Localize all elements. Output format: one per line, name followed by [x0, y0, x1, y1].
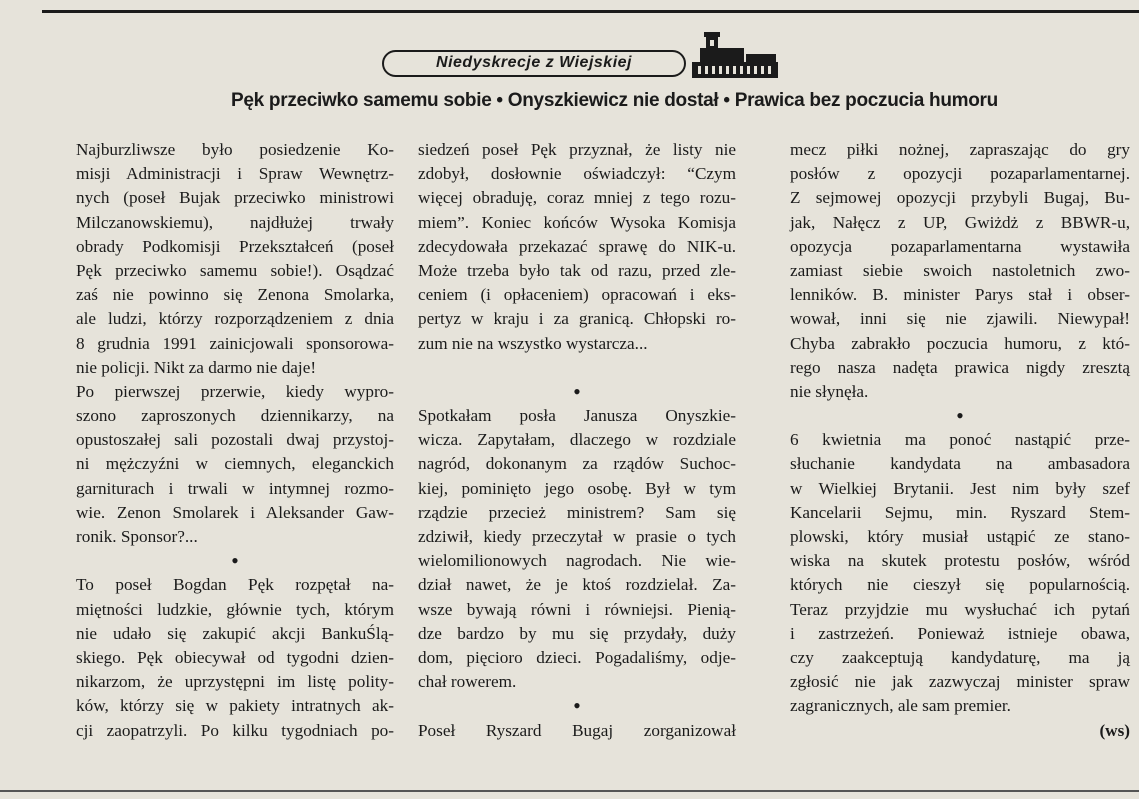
text-line: nagród, dokonanym za rządów Suchoc-: [418, 454, 736, 474]
text-line: posłów z opozycji pozaparlamentarnej.: [790, 164, 1130, 184]
section-bullet: •: [956, 403, 964, 429]
text-line: miem”. Koniec końców Wysoka Komisja: [418, 212, 736, 232]
text-line: [418, 356, 736, 380]
text-line: 8 grudnia 1991 zainicjowali sponsorowa-: [76, 333, 394, 353]
text-line: wsze bywają równi i równiejsi. Pienią-: [418, 599, 736, 619]
text-line: nikarzom, że uprzystępni im listę polity-: [76, 672, 394, 692]
text-line: opustoszałej sali pozostali dwaj przystoj-: [76, 430, 394, 450]
section-bullet: •: [573, 693, 581, 719]
text-line: ni mężczyźni w ciemnych, eleganckich: [76, 454, 394, 474]
text-line: zamiast siebie swoich nastoletnich zwo-: [790, 260, 1130, 280]
column-2: [418, 138, 736, 743]
text-line: plowski, który musiał ustąpić ze stano-: [790, 527, 1130, 546]
text-line: zdecydowała przekazać sprawę do NIK-u.: [418, 236, 736, 256]
text-line: misji Administracji i Spraw Wewnętrz-: [76, 164, 394, 184]
text-line: dze bardzo by mu się przydały, duży: [418, 623, 736, 643]
text-line: nie udało się zakupić akcji BankuŚlą-: [76, 623, 394, 643]
rubric-title: Niedyskrecje z Wiejskiej: [436, 54, 632, 71]
text-line: nie słynęła.: [790, 381, 869, 401]
text-line: obrady Podkomisji Przekształceń (poseł: [76, 236, 394, 256]
text-line: czy zaakceptują kandydaturę, ma ją: [790, 647, 1130, 667]
text-line: wował, inni się nie zjawili. Niewypał!: [790, 309, 1130, 329]
text-line: rego nasza nadęta prawica nigdy zresztą: [790, 357, 1130, 377]
text-line: zum nie na wszystko wystarcza...: [418, 333, 648, 353]
text-line: rządzie przecież ministrem? Sam się: [418, 502, 736, 522]
section-bullet: •: [573, 378, 581, 404]
bottom-rule: [0, 790, 1139, 792]
text-line: Może trzeba było tak od razu, przed zle-: [418, 260, 736, 280]
text-line: zgłosić nie jak zazwyczaj minister spraw: [790, 672, 1130, 692]
text-line: nie policji. Nikt za darmo nie daje!: [76, 357, 317, 377]
column-3: [790, 138, 1130, 743]
text-line: 6 kwietnia ma ponoć nastąpić prze-: [790, 430, 1130, 450]
text-line: ale ludzi, którzy rozporządzeniem z dnia: [76, 309, 394, 329]
text-line: garniturach i trwali w intymnej rozmo-: [76, 478, 394, 498]
text-line: Teraz przyjdzie mu wysłuchać ich pytań: [790, 599, 1130, 619]
text-line: wie. Zenon Smolarek i Aleksander Gaw-: [76, 502, 394, 522]
text-line: których nie cieszył się popularnością.: [790, 575, 1130, 595]
text-line: ronik. Sponsor?...: [76, 527, 198, 546]
text-line: mecz piłki nożnej, zapraszając do gry: [790, 140, 1130, 159]
text-line: chał rowerem.: [418, 672, 517, 692]
text-line: dom, pięcioro dzieci. Pogadaliśmy, odje-: [418, 647, 736, 667]
text-line: Spotkałam posła Janusza Onyszkie-: [418, 406, 736, 426]
text-line: To poseł Bogdan Pęk rozpętał na-: [76, 575, 394, 595]
section-bullet: •: [231, 548, 239, 574]
text-line: Milczanowskiemu), najdłużej trwały: [76, 212, 394, 232]
text-line: nych (poseł Bujak przeciwko ministrowi: [76, 188, 394, 208]
text-line: Poseł Ryszard Bugaj zorganizował: [418, 720, 736, 740]
text-line: i zastrzeżeń. Ponieważ istnieje obawa,: [790, 623, 1130, 643]
text-line: więcej obraduję, coraz mniej z tego rozu-: [418, 188, 736, 208]
text-line: ceniem (i opłaceniem) opracowań i eks-: [418, 285, 736, 305]
text-line: miętności ludzkie, głównie tych, którym: [76, 599, 394, 619]
text-line: Pęk przeciwko samemu sobie!). Osądzać: [76, 260, 394, 280]
headline: Pęk przeciwko samemu sobie • Onyszkiewicz nie dostał • Prawica bez poczucia humoru: [231, 90, 998, 111]
text-line: szono zaproszonych dziennikarzy, na: [76, 406, 394, 426]
text-line: lenników. B. minister Parys stał i obser-: [790, 285, 1130, 305]
text-line: wiska na skutek protestu posłów, wśród: [790, 551, 1130, 571]
top-rule: [42, 10, 1139, 13]
text-line: jak, Nałęcz z UP, Gwiżdż z BBWR-u,: [790, 212, 1130, 232]
text-line: skiego. Pęk obiecywał od tygodni dzien-: [76, 647, 394, 667]
text-line: w Wielkiej Brytanii. Jest nim były szef: [790, 478, 1130, 498]
text-line: Najburzliwsze było posiedzenie Ko-: [76, 140, 394, 159]
text-line: zdobył, dosłownie oświadczył: “Czym: [418, 164, 736, 184]
text-line: Po pierwszej przerwie, kiedy wypro-: [76, 381, 394, 401]
text-line: słuchanie kandydata na ambasadora: [790, 454, 1130, 474]
text-line: ków, którzy się w pakiety intratnych ak-: [76, 696, 394, 716]
author-signature: (ws): [1099, 720, 1130, 740]
column-1: [76, 138, 394, 743]
text-line: opozycja pozaparlamentarna wystawiła: [790, 236, 1130, 256]
text-line: zaś nie powinno się Zenona Smolarka,: [76, 285, 394, 305]
text-line: zdziwił, kiedy przeczytał w prasie o tych: [418, 527, 736, 546]
text-line: zagranicznych, ale sam premier.: [790, 696, 1011, 716]
text-line: Chyba zabrakło poczucia humoru, z któ-: [790, 333, 1130, 353]
text-line: kiej, pominięto jego osobę. Był w tym: [418, 478, 736, 498]
text-line: cji zaopatrzyli. Po kilku tygodniach po-: [76, 720, 394, 740]
text-line: siedzeń poseł Pęk przyznał, że listy nie: [418, 140, 736, 159]
text-line: pertyz w kraju i za granicą. Chłopski ro-: [418, 309, 736, 329]
text-line: wicza. Zapytałam, dlaczego w rozdziale: [418, 430, 736, 450]
text-line: Z sejmowej opozycji przybyli Bugaj, Bu-: [790, 188, 1130, 208]
text-line: Kancelarii Sejmu, min. Ryszard Stem-: [790, 502, 1130, 522]
text-line: dział nawet, że je ktoś rozdzielał. Za-: [418, 575, 736, 595]
text-line: wielomilionowych nagrodach. Nie wie-: [418, 551, 736, 571]
rubric-box: [382, 50, 686, 77]
sejm-building-icon: [690, 26, 780, 82]
